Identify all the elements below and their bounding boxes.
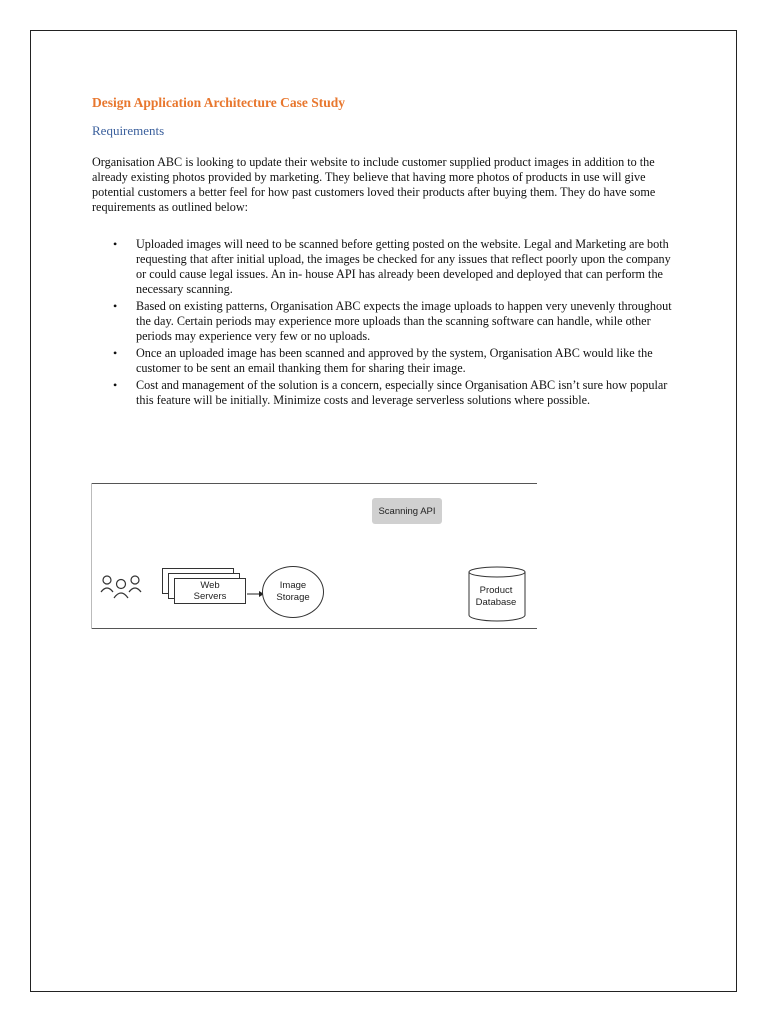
list-item-text: Uploaded images will need to be scanned before getting posted on the website. Legal and Marketing are both requesting that after initial upload, the images be checked for any issues that reflect poorly upon the company or could cause legal issues. An in- house API has already been developed and deployed that can perform the necessary scanning. xyxy=(136,237,671,296)
users-icon xyxy=(100,572,144,600)
list-item xyxy=(92,299,677,344)
web-servers-box xyxy=(174,578,246,604)
architecture-diagram xyxy=(91,483,536,629)
diagram-top-border xyxy=(92,483,537,484)
image-storage-label-line2: Storage xyxy=(276,592,310,603)
bullet-icon: • xyxy=(113,237,118,251)
diagram-bottom-border xyxy=(92,628,537,629)
list-item xyxy=(92,237,677,297)
list-item-text: Cost and management of the solution is a concern, especially since Organisation ABC isn’t sure how popular this feature will be initially. Minimize costs and leverage serverless solutions where possible. xyxy=(136,378,668,407)
section-heading: Requirements xyxy=(92,123,165,138)
intro-paragraph: Organisation ABC is looking to update their website to include customer supplied product images in addition to the already existing photos provided by marketing. They believe that having more photos of products in use will give potential customers a better feel for how past customers loved their products after buying them. They do have some requirements as outlined below: xyxy=(92,155,656,214)
list-item-text: Based on existing patterns, Organisation ABC expects the image uploads to happen very unevenly throughout the day. Certain periods may experience more uploads than the scanning software can handle, while other periods may experience very few or no uploads. xyxy=(136,299,672,343)
product-database-label-line1: Product xyxy=(479,585,513,596)
list-item-text: Once an uploaded image has been scanned and approved by the system, Organisation ABC would like the customer to be sent an email thanking them for sharing their image. xyxy=(136,346,653,375)
image-storage-node xyxy=(262,566,324,618)
bullet-icon: • xyxy=(113,346,118,360)
list-item xyxy=(92,346,677,376)
web-servers-label-line2: Servers xyxy=(193,591,227,602)
requirements-list xyxy=(92,237,677,410)
web-servers-label-line1: Web xyxy=(200,580,220,591)
product-database-label-line2: Database xyxy=(475,597,517,608)
bullet-icon: • xyxy=(113,299,118,313)
page-title: Design Application Architecture Case Study xyxy=(92,95,346,110)
list-item xyxy=(92,378,677,408)
bullet-icon: • xyxy=(113,378,118,392)
scanning-api-box: Scanning API xyxy=(372,498,442,524)
document-page xyxy=(30,30,737,992)
image-storage-label-line1: Image xyxy=(279,580,307,591)
product-database-label xyxy=(468,585,524,609)
